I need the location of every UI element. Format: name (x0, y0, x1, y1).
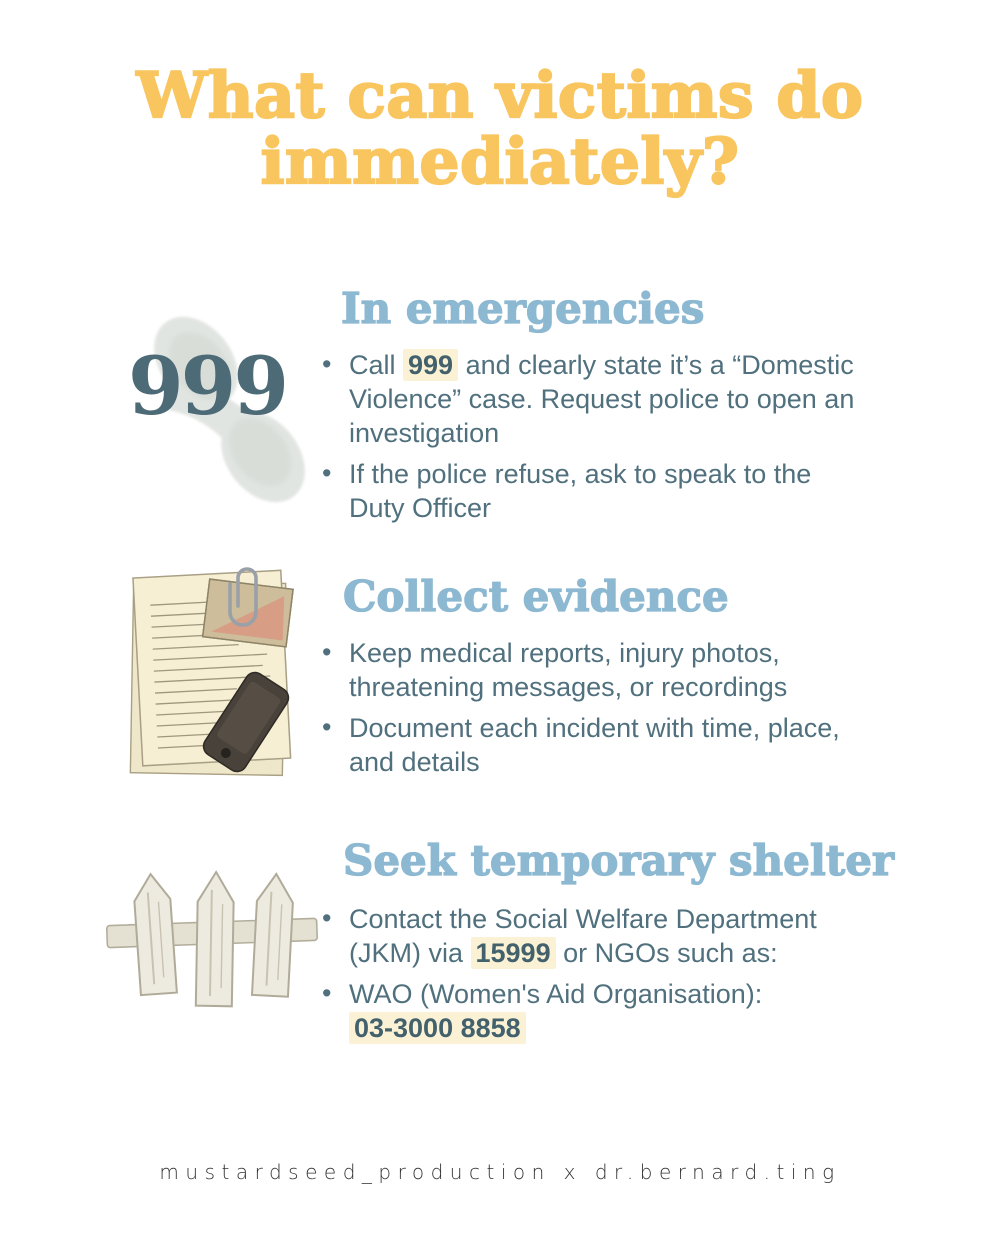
section-heading-evidence: Collect evidence (343, 572, 729, 621)
bullet-item (315, 457, 873, 525)
evidence-document-icon (118, 562, 313, 790)
credit-footer (0, 1160, 1000, 1184)
phone-handset-999-illustration (108, 302, 313, 507)
highlighted-text: 999 (403, 349, 458, 381)
bullet-text: Keep medical reports, injury photos, threatening messages, or recordings (349, 638, 788, 703)
bullet-item (315, 977, 880, 1045)
document-photo-phone-illustration (118, 562, 313, 790)
bullet-text: or NGOs such as: (555, 938, 778, 969)
bullet-item (315, 348, 873, 450)
bullet-text: and clearly state it’s a “Domestic Violence” case. Request police to open an investigation (349, 350, 855, 449)
bullet-text: If the police refuse, ask to speak to the Duty Officer (349, 459, 812, 524)
bullet-item (315, 902, 880, 970)
evidence-bullet-list (315, 636, 873, 786)
bullet-item (315, 636, 873, 704)
highlighted-text: 03-3000 8858 (349, 1012, 526, 1044)
bullet-text: Call (349, 350, 404, 380)
bullet-item (315, 711, 873, 779)
bullet-text: Contact the Social Welfare Department (JKM) via (349, 904, 817, 969)
highlighted-text: 15999 (471, 937, 556, 969)
bullet-text: Document each incident with time, place, and details (349, 713, 840, 778)
page-title-line1: What can victims do (136, 58, 864, 132)
shelter-bullet-list (315, 902, 880, 1052)
section-heading-emergencies: In emergencies (341, 284, 705, 333)
page-title-line2: immediately? (260, 124, 740, 199)
emergencies-bullet-list (315, 348, 873, 532)
credit-text: mustardseed_production x dr.bernard.ting (159, 1160, 841, 1184)
emergency-number-999: 999 (128, 339, 286, 433)
fence-icon (103, 858, 321, 1016)
page-title (0, 58, 1000, 199)
bullet-text: WAO (Women's Aid Organisation): (349, 979, 763, 1010)
picket-fence-illustration (103, 858, 321, 1016)
section-heading-shelter: Seek temporary shelter (343, 836, 895, 885)
